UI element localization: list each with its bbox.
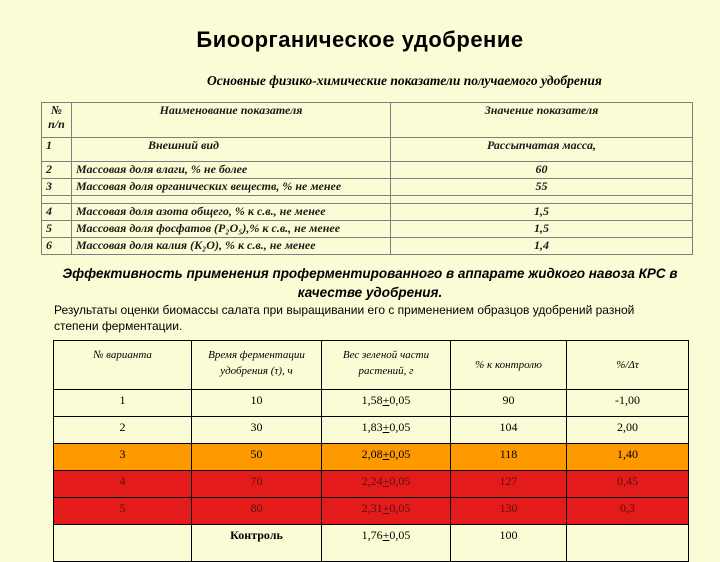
row-name: Массовая доля органических веществ, % не менее — [72, 179, 391, 196]
table1-caption: Основные физико-химические показатели получаемого удобрения — [207, 73, 602, 88]
header-weight: Вес зеленой части растений, г — [322, 341, 451, 390]
cell-time: 10 — [192, 390, 322, 417]
section-description: Результаты оценки биомассы салата при выращивании его с применением образцов удобрений разной степени ферментации. — [54, 303, 635, 333]
row-number: 1 — [42, 138, 72, 162]
cell-percent: 90 — [451, 390, 567, 417]
properties-table — [41, 102, 693, 255]
row-name: Внешний вид — [72, 138, 391, 162]
header-percent: % к контролю — [451, 341, 567, 390]
cell-weight: 1,76+0,05 — [322, 525, 451, 562]
table-row — [54, 471, 689, 498]
table-row — [42, 204, 693, 221]
table-row — [42, 179, 693, 196]
results-table — [53, 340, 689, 562]
table-row — [42, 238, 693, 255]
row-number: 6 — [42, 238, 72, 255]
row-number: 5 — [42, 221, 72, 238]
cell-ratio: 0,3 — [567, 498, 689, 525]
cell-percent: 127 — [451, 471, 567, 498]
table-row — [54, 444, 689, 471]
row-name: Массовая доля азота общего, % к с.в., не менее — [72, 204, 391, 221]
cell-ratio: 2,00 — [567, 417, 689, 444]
row-number: 3 — [42, 179, 72, 196]
header-name: Наименование показателя — [72, 103, 391, 138]
cell-weight: 2,24+0,05 — [322, 471, 451, 498]
cell-weight: 1,58+0,05 — [322, 390, 451, 417]
section-heading: Эффективность применения проферментированного в аппарате жидкого навоза КРС в качестве удобрения. — [62, 266, 678, 300]
row-number: 2 — [42, 162, 72, 179]
cell-variant: 2 — [54, 417, 192, 444]
row-value: 60 — [391, 162, 693, 179]
row-value: 1,5 — [391, 221, 693, 238]
header-ratio: %/Δτ — [567, 341, 689, 390]
cell-percent: 100 — [451, 525, 567, 562]
row-name: Массовая доля фосфатов (P₂O₅),% к с.в., не менее — [72, 221, 391, 238]
spacer-row — [42, 196, 693, 204]
cell-weight: 2,31+0,05 — [322, 498, 451, 525]
row-value: Рассыпчатая масса, — [391, 138, 693, 162]
cell-time: 30 — [192, 417, 322, 444]
cell-time: 80 — [192, 498, 322, 525]
table-row — [54, 498, 689, 525]
cell-empty — [54, 525, 192, 562]
cell-ratio: 1,40 — [567, 444, 689, 471]
page-title: Биоорганическое удобрение — [196, 27, 524, 52]
cell-ratio: 0,45 — [567, 471, 689, 498]
cell-percent: 130 — [451, 498, 567, 525]
row-number: 4 — [42, 204, 72, 221]
cell-percent: 118 — [451, 444, 567, 471]
header-value: Значение показателя — [391, 103, 693, 138]
row-value: 1,4 — [391, 238, 693, 255]
cell-variant: 1 — [54, 390, 192, 417]
cell-time: 70 — [192, 471, 322, 498]
table-row — [42, 138, 693, 162]
cell-weight: 1,83+0,05 — [322, 417, 451, 444]
row-value: 55 — [391, 179, 693, 196]
control-label: Контроль — [192, 525, 322, 562]
header-number: № п/п — [42, 103, 72, 138]
control-row — [54, 525, 689, 562]
cell-weight: 2,08+0,05 — [322, 444, 451, 471]
cell-variant: 4 — [54, 471, 192, 498]
table-row — [54, 417, 689, 444]
cell-variant: 3 — [54, 444, 192, 471]
table-row — [42, 221, 693, 238]
cell-time: 50 — [192, 444, 322, 471]
cell-empty — [567, 525, 689, 562]
table-row — [54, 390, 689, 417]
header-variant: № варианта — [54, 341, 192, 390]
table-row — [42, 162, 693, 179]
row-value: 1,5 — [391, 204, 693, 221]
cell-percent: 104 — [451, 417, 567, 444]
header-time: Время ферментации удобрения (τ), ч — [192, 341, 322, 390]
row-name: Массовая доля влаги, % не более — [72, 162, 391, 179]
cell-ratio: -1,00 — [567, 390, 689, 417]
row-name: Массовая доля калия (K₂O), % к с.в., не менее — [72, 238, 391, 255]
cell-variant: 5 — [54, 498, 192, 525]
